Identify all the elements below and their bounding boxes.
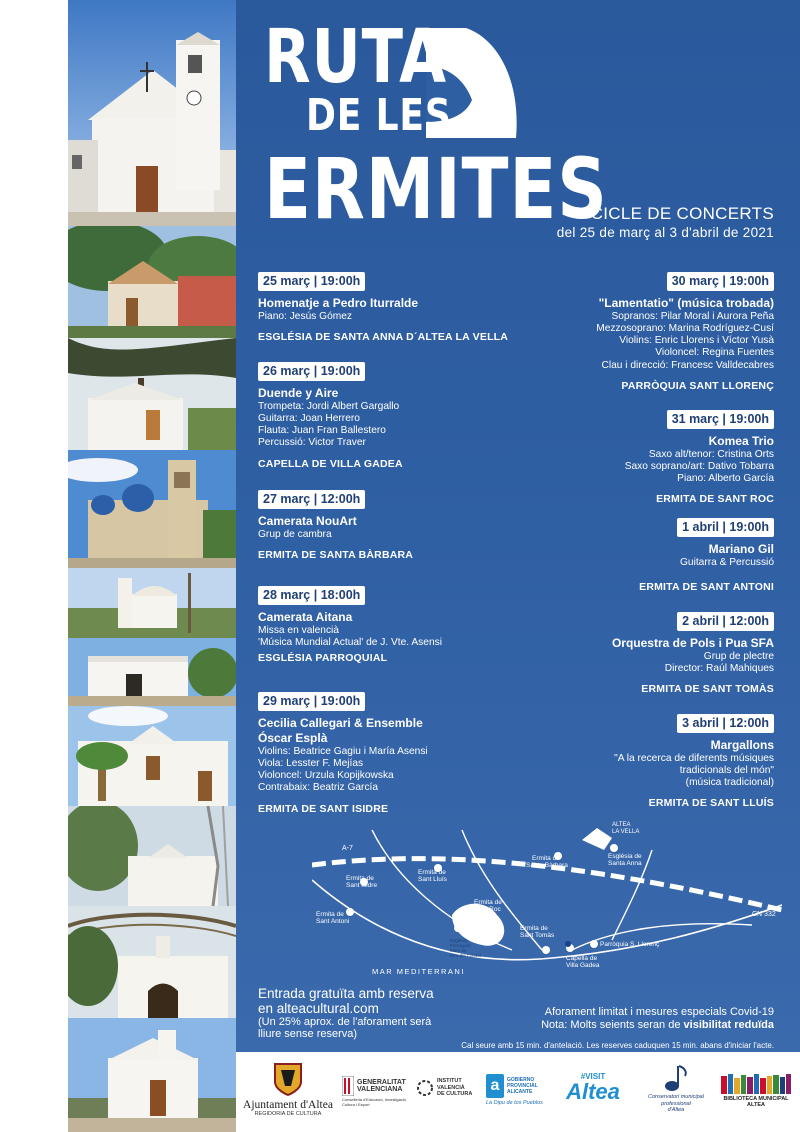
event-name: "Lamentatio" (música trobada) xyxy=(598,295,774,310)
books-icon xyxy=(719,1072,793,1094)
conservatori-name: Conservatori municipal xyxy=(648,1094,704,1100)
map-label: Villa Gadea xyxy=(566,962,600,969)
event-29-marc xyxy=(258,692,428,815)
event-detail: Violoncel: Urzula Kopijkowska xyxy=(258,770,394,782)
event-detail: 'Música Mundial Actual' de J. Vte. Asensi xyxy=(258,636,442,648)
event-detail: Piano: Alberto García xyxy=(677,473,774,485)
capacity-info xyxy=(461,1006,774,1052)
event-25-marc xyxy=(258,272,508,343)
map-road-cn332 xyxy=(572,924,752,950)
event-detail: "A la recerca de diferents músiques xyxy=(614,752,774,764)
logo-visit-altea xyxy=(558,1072,628,1103)
event-26-marc xyxy=(258,362,403,470)
event-venue: ERMITA DE SANT TOMÀS xyxy=(641,683,774,696)
event-detail: Guitarra & Percussió xyxy=(680,556,774,568)
event-detail: Mezzosoprano: Marina Rodríguez-Cusí xyxy=(596,322,774,334)
sponsor-footer xyxy=(236,1052,800,1132)
map-label: Ermita de xyxy=(316,911,344,918)
entrance-info xyxy=(258,986,434,1040)
event-detail: Grup de cambra xyxy=(258,528,332,540)
ajuntament-shield-icon xyxy=(273,1062,303,1096)
event-detail: Director: Raúl Mahiques xyxy=(664,662,774,674)
visit-altea-word: Altea xyxy=(566,1079,620,1104)
event-venue: ESGLÉSIA PARROQUIAL xyxy=(258,652,388,665)
photo-parish-church xyxy=(68,450,236,568)
map-marker xyxy=(346,908,354,916)
photo-sant-tomas-chapel xyxy=(68,906,236,1018)
map-label: Ermita de xyxy=(418,869,446,876)
event-venue: ERMITA DE SANT ISIDRE xyxy=(258,802,389,815)
map-marker xyxy=(590,940,598,948)
logo-generalitat xyxy=(342,1076,410,1107)
map-marker xyxy=(542,946,550,954)
event-name-line2: Óscar Esplà xyxy=(258,730,328,745)
photo-sant-roc-chapel xyxy=(68,338,236,450)
title-line-ruta: RUTA xyxy=(264,14,447,100)
visit-hashtag: #VISIT xyxy=(580,1072,606,1081)
event-date: 26 març | 19:00h xyxy=(258,362,365,381)
map-marker xyxy=(454,924,462,932)
generalitat-flag-icon xyxy=(342,1076,354,1096)
biblioteca-name: BIBLIOTECA MUNICIPAL ALTEA xyxy=(723,1096,789,1108)
logo-ivc xyxy=(416,1078,476,1098)
event-name: Mariano Gil xyxy=(708,541,774,556)
event-venue: ERMITA DE SANT LLUÍS xyxy=(648,797,774,810)
entrance-website[interactable]: en alteacultural.com xyxy=(258,1001,379,1016)
photo-santa-barbara-hill-chapel xyxy=(68,1018,236,1132)
event-2-abril xyxy=(612,612,774,696)
photo-sant-lluis-chapel xyxy=(68,806,236,906)
map-altea-vella-area xyxy=(582,828,612,850)
event-detail: Violins: Enric Llorens i Víctor Yusà xyxy=(619,335,774,347)
event-28-marc xyxy=(258,586,442,665)
event-detail: (música tradicional) xyxy=(685,777,774,789)
logo-ajuntament xyxy=(238,1062,338,1117)
event-date: 31 març | 19:00h xyxy=(667,410,774,429)
subtitle-dates: del 25 de març al 3 d'abril de 2021 xyxy=(556,225,774,240)
event-venue: ERMITA DE SANT ROC xyxy=(656,493,774,506)
route-map xyxy=(312,820,782,990)
event-venue: ERMITA DE SANT ANTONI xyxy=(639,580,774,593)
map-label: Capella de xyxy=(566,955,598,962)
generalitat-sub: Conselleria d'Educació, Investigació, Cultura i Esport xyxy=(342,1097,408,1107)
event-3-abril xyxy=(614,714,774,810)
subtitle xyxy=(557,204,774,240)
map-label: Santa Anna xyxy=(608,860,642,867)
conservatori-name: d'Altea xyxy=(667,1107,685,1113)
map-label-sea: MAR MEDITERRANI xyxy=(372,967,465,976)
event-detail: Flauta: Juan Fran Ballestero xyxy=(258,425,386,437)
event-name: Margallons xyxy=(710,737,774,752)
event-detail: Grup de plectre xyxy=(703,650,774,662)
event-detail: Clau i direcció: Francesc Valldecabres xyxy=(601,359,774,371)
ivc-name: INSTITUT xyxy=(437,1078,462,1084)
map-label-la-vella: LA VELLA xyxy=(612,829,640,835)
event-detail: Piano: Jesús Gómez xyxy=(258,310,352,322)
event-name: Orquestra de Pols i Pua SFA xyxy=(611,635,774,650)
map-label: Sant Lluís xyxy=(418,876,447,883)
map-label-cn332: CN 332 xyxy=(752,911,776,918)
map-label: Sant Antoni xyxy=(316,918,350,925)
map-label: Sant Isidre xyxy=(346,882,378,889)
diputacio-name: PROVINCIAL xyxy=(507,1083,538,1089)
generalitat-name: VALENCIANA xyxy=(357,1086,403,1093)
map-label-altea: ALTEA xyxy=(612,822,631,828)
map-label: Ermita de xyxy=(346,875,374,882)
diputacio-sub: La Dipu de tos Pueblos xyxy=(486,1100,543,1106)
ivc-name: VALENCIÀ xyxy=(437,1084,465,1091)
event-detail: Contrabaix: Beatriz García xyxy=(258,782,379,794)
event-venue: ESGLÉSIA DE SANTA ANNA D´ALTEA LA VELLA xyxy=(258,330,509,343)
event-30-marc xyxy=(596,272,774,392)
map-label: Ermita de xyxy=(520,925,548,932)
event-name: Homenatje a Pedro Iturralde xyxy=(258,295,419,310)
event-detail: Guitarra: Joan Herrero xyxy=(258,412,360,424)
event-date: 2 abril | 12:00h xyxy=(677,612,774,631)
logo-biblioteca xyxy=(716,1072,796,1108)
ajuntament-sub: REGIDORIA DE CULTURA xyxy=(254,1111,322,1117)
map-label: Església de xyxy=(608,853,642,860)
event-name: Camerata NouArt xyxy=(258,513,357,528)
map-label: Parròquia S. Llorenç xyxy=(600,941,660,948)
capacity-note: Nota: Molts seients seran de xyxy=(541,1019,684,1031)
title-line-de-les: DE LES xyxy=(306,90,452,141)
music-note-icon xyxy=(663,1064,689,1092)
event-name: Duende y Aire xyxy=(258,385,339,400)
ajuntament-name: Ajuntament d'Altea xyxy=(243,1099,333,1111)
poster xyxy=(236,0,800,1052)
photo-santa-barbara-chapel xyxy=(68,568,236,638)
map-label: Sant Tomàs xyxy=(520,932,555,939)
logo-diputacio xyxy=(486,1074,552,1106)
event-detail: Viola: Lesster F. Mejías xyxy=(258,757,364,769)
map-label: Mare de xyxy=(450,948,467,953)
diputacio-a-icon: a xyxy=(486,1074,504,1098)
event-detail: Trompeta: Jordi Albert Gargallo xyxy=(258,400,400,412)
conservatori-name: professional xyxy=(661,1100,691,1107)
photo-santa-anna-church xyxy=(68,0,236,226)
diputacio-name: GOBIERNO xyxy=(507,1077,535,1083)
capacity-note-bold: visibilitat reduïda xyxy=(683,1019,774,1031)
map-marker xyxy=(610,844,618,852)
event-venue: PARRÒQUIA SANT LLORENÇ xyxy=(621,379,774,392)
event-date: 3 abril | 12:00h xyxy=(677,714,774,733)
subtitle-cicle: CICLE DE CONCERTS xyxy=(590,204,774,223)
diputacio-name: ALICANTE xyxy=(507,1089,533,1095)
event-name: Komea Trio xyxy=(708,433,774,448)
photo-villa-gadea-chapel xyxy=(68,226,236,338)
event-date: 27 març | 12:00h xyxy=(258,490,365,509)
entrance-note: lliure sense reserva) xyxy=(258,1028,358,1040)
event-27-marc xyxy=(258,490,413,561)
map-label: Déu del Consol xyxy=(450,953,481,958)
event-detail: Percussió: Victor Traver xyxy=(258,437,366,449)
ivc-name: DE CULTURA xyxy=(437,1091,473,1097)
map-marker-highlight xyxy=(565,941,571,947)
photo-sant-isidre-chapel xyxy=(68,706,236,806)
event-detail: Saxo alt/tenor: Cristina Orts xyxy=(648,448,774,460)
logo-conservatori xyxy=(640,1064,712,1114)
map-label: Ermita de xyxy=(474,899,502,906)
event-detail: Violoncel: Regina Fuentes xyxy=(655,347,774,359)
generalitat-name: GENERALITAT xyxy=(357,1079,406,1086)
event-detail: tradicionals del món" xyxy=(679,764,774,776)
entrance-line: Entrada gratuïta amb reserva xyxy=(258,986,434,1001)
event-date: 25 març | 19:00h xyxy=(258,272,365,291)
entrance-note: (Un 25% aprox. de l'aforament serà xyxy=(258,1016,432,1028)
event-date: 29 març | 19:00h xyxy=(258,692,365,711)
event-venue: ERMITA DE SANTA BÀRBARA xyxy=(258,548,414,561)
map-label: Parroquial xyxy=(450,943,471,948)
map-label-a7: A-7 xyxy=(342,845,353,852)
ivc-circle-icon xyxy=(416,1079,434,1097)
capacity-footnote: Cal seure amb 15 min. d'antelació. Les reserves caduquen 15 min. abans d'iniciar l'acte. xyxy=(461,1041,774,1050)
event-31-marc xyxy=(625,410,774,506)
event-detail: Sopranos: Pilar Moral i Aurora Peña xyxy=(611,310,774,322)
event-date: 28 març | 18:00h xyxy=(258,586,365,605)
event-detail: Violins: Beatrice Gagiu i María Asensi xyxy=(258,745,428,757)
event-date: 30 març | 19:00h xyxy=(667,272,774,291)
capacity-line: Aforament limitat i mesures especials Covid-19 xyxy=(544,1006,774,1018)
title-line-ermites: ERMITES xyxy=(264,140,608,238)
event-date: 1 abril | 19:00h xyxy=(677,518,774,537)
event-name: Cecilia Callegari & Ensemble xyxy=(258,715,423,730)
photo-sant-antoni-chapel xyxy=(68,638,236,706)
map-label: Ermita de xyxy=(532,855,560,862)
event-detail: Missa en valencià xyxy=(258,624,339,636)
event-name: Camerata Aitana xyxy=(258,609,353,624)
event-venue: CAPELLA DE VILLA GADEA xyxy=(258,457,403,470)
photo-column xyxy=(68,0,236,1132)
event-detail: Saxo soprano/art: Dativo Tobarra xyxy=(624,460,774,472)
map-label: Sant Roc xyxy=(474,906,501,913)
event-1-abril xyxy=(639,518,774,593)
map-label: Església xyxy=(450,938,468,943)
map-label: Santa Bàrbara xyxy=(526,862,568,869)
